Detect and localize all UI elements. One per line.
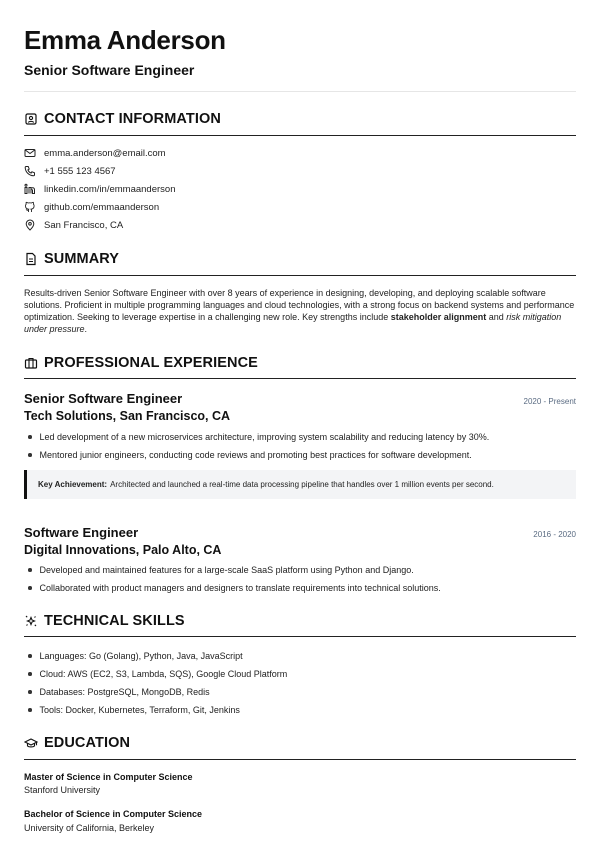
job-dates: 2016 - 2020: [533, 530, 576, 539]
skills-section-rule: [24, 636, 576, 637]
job-title: Software Engineer: [24, 525, 139, 540]
skill-item: Cloud: AWS (EC2, S3, Lambda, SQS), Google Cloud Platform: [28, 669, 287, 679]
education-section-title: EDUCATION: [44, 735, 131, 751]
contact-section-title: CONTACT INFORMATION: [44, 111, 221, 127]
contact-github-row: [24, 201, 159, 213]
summary-section-title: SUMMARY: [44, 251, 120, 267]
job-company: Tech Solutions, San Francisco, CA: [24, 409, 231, 423]
contact-section-heading: [24, 107, 576, 131]
linkedin-icon: [24, 183, 36, 195]
education-degree: Master of Science in Computer Science: [24, 772, 193, 782]
candidate-name: Emma Anderson: [24, 25, 226, 55]
contact-location-row: [24, 219, 123, 231]
contact-github[interactable]: github.com/emmaanderson: [44, 201, 160, 213]
phone-icon: [24, 165, 36, 177]
graduation-cap-icon: [24, 736, 38, 750]
github-icon: [24, 201, 36, 213]
job-company: Digital Innovations, Palo Alto, CA: [24, 543, 222, 557]
contact-section-rule: [24, 135, 576, 136]
skill-item: Tools: Docker, Kubernetes, Terraform, Git, Jenkins: [28, 705, 240, 715]
candidate-title: Senior Software Engineer: [24, 62, 195, 78]
contact-linkedin-row: [24, 183, 175, 195]
document-icon: [24, 252, 38, 266]
contact-email-row: [24, 147, 166, 159]
job-bullet: Collaborated with product managers and designers to translate requirements into technical solutions.: [28, 583, 441, 593]
key-achievement-text: Architected and launched a real-time data processing pipeline that handles over 1 million events per second.: [110, 480, 494, 489]
education-school: University of California, Berkeley: [24, 823, 155, 833]
skill-item: Languages: Go (Golang), Python, Java, JavaScript: [28, 651, 243, 661]
experience-section-heading: [24, 351, 576, 375]
education-section-heading: [24, 731, 576, 755]
job-bullet: Led development of a new microservices architecture, improving system scalability and reducing latency by 30%.: [28, 432, 489, 442]
contact-location: San Francisco, CA: [44, 219, 124, 231]
education-degree: Bachelor of Science in Computer Science: [24, 809, 203, 819]
sparkles-icon: [24, 614, 38, 628]
map-pin-icon: [24, 219, 36, 231]
contact-phone[interactable]: +1 555 123 4567: [44, 165, 116, 177]
summary-paragraph: Results-driven Senior Software Engineer with over 8 years of experience in designing, developing, and deploying scalable software solutions. Proficient in multiple programming languages and cloud technologies, with a strong focus on backend systems and performance optimization. Seeking to leverage expertise in a challenging new role. Key strengths include stakeholder alignment and risk mitigation under pressure.: [24, 288, 575, 334]
skill-item: Databases: PostgreSQL, MongoDB, Redis: [28, 687, 210, 697]
key-achievement-label: Key Achievement:: [38, 480, 108, 489]
key-achievement-callout: [24, 470, 576, 499]
job-dates: 2020 - Present: [523, 397, 576, 406]
summary-italic-phrase: risk mitigation under pressure: [24, 312, 562, 334]
briefcase-icon: [24, 356, 38, 370]
resume-header: [24, 24, 226, 78]
contact-email[interactable]: emma.anderson@email.com: [44, 147, 166, 159]
id-card-icon: [24, 112, 38, 126]
experience-section-rule: [24, 378, 576, 379]
experience-section-title: PROFESSIONAL EXPERIENCE: [44, 355, 258, 371]
job-bullet: Developed and maintained features for a large-scale SaaS platform using Python and Django.: [28, 565, 414, 575]
contact-phone-row: [24, 165, 116, 177]
skills-section-title: TECHNICAL SKILLS: [44, 613, 185, 629]
education-school: Stanford University: [24, 785, 101, 795]
skills-section-heading: [24, 609, 576, 633]
job-title: Senior Software Engineer: [24, 391, 183, 406]
job-bullet: Mentored junior engineers, conducting code reviews and promoting best practices for software development.: [28, 450, 472, 460]
mail-icon: [24, 147, 36, 159]
contact-linkedin[interactable]: linkedin.com/in/emmaanderson: [44, 183, 176, 195]
header-divider: [24, 91, 576, 92]
summary-bold-phrase: stakeholder alignment: [390, 312, 487, 322]
education-section-rule: [24, 759, 576, 760]
summary-section-rule: [24, 275, 576, 276]
summary-section-heading: [24, 247, 576, 271]
